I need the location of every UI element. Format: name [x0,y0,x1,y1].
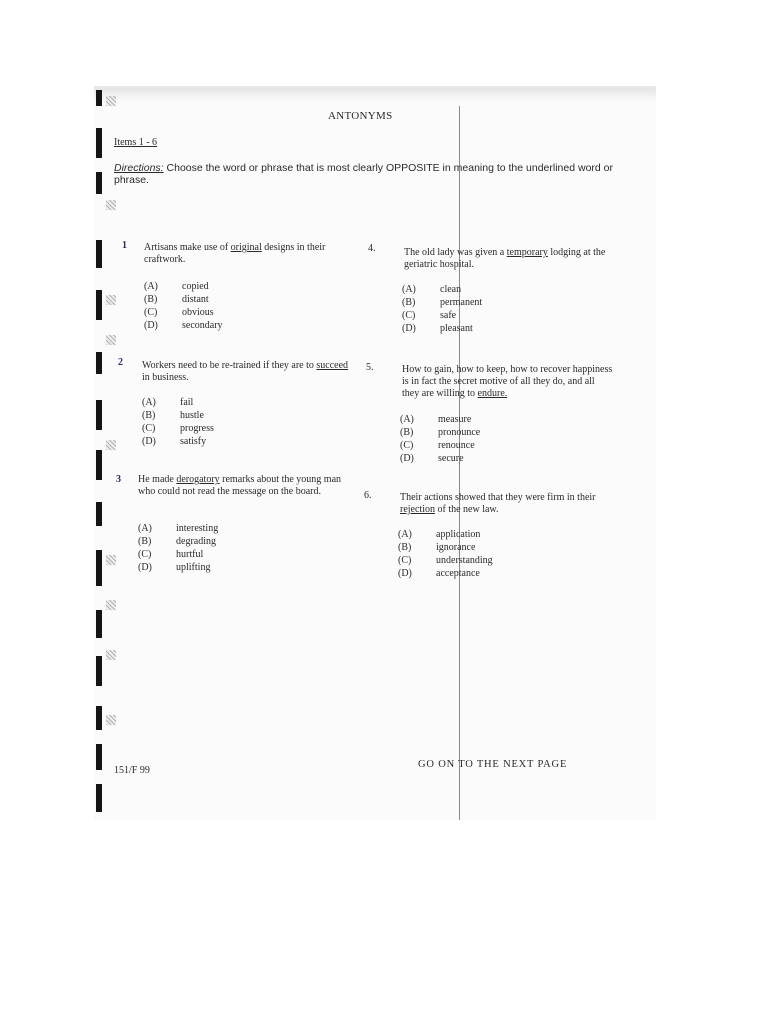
underlined-word: derogatory [176,474,220,485]
option-list [400,413,480,465]
option-d[interactable]: (D) secondary [144,320,223,331]
scanned-page [94,88,656,820]
question-stem: Artisans make use of original designs in their craftwork. [144,242,326,265]
option-b[interactable]: (B) permanent [402,297,483,308]
binding-mark [96,172,102,194]
directions [114,162,614,186]
option-c[interactable]: (C) progress [142,423,214,434]
option-d[interactable]: (D) pleasant [402,323,473,334]
option-list [398,528,493,580]
question-number: 1 [122,240,127,251]
question-number: 3 [116,474,121,485]
binding-hole [106,200,116,210]
question-number: 6. [364,490,372,501]
binding-hole [106,715,116,725]
option-list [402,283,482,335]
option-b[interactable]: (B) degrading [138,536,216,547]
next-page-note: GO ON TO THE NEXT PAGE [418,759,568,770]
binding-mark [96,550,102,586]
option-c[interactable]: (C) understanding [398,555,493,566]
directions-label: Directions: [114,162,164,174]
question-number: 4. [368,243,376,254]
page-title: ANTONYMS [328,110,393,122]
option-c[interactable]: (C) hurtful [138,549,204,560]
option-b[interactable]: (B) distant [144,294,209,305]
option-a[interactable]: (A) clean [402,284,462,295]
binding-mark [96,352,102,374]
binding-hole [106,295,116,305]
binding-hole [106,555,116,565]
option-list [144,280,223,332]
binding-mark [96,784,102,812]
binding-mark [96,90,102,106]
question-stem: Their actions showed that they were firm in their rejection of the new law. [400,492,596,515]
binding-hole [106,335,116,345]
form-code: 151/F 99 [114,765,150,776]
binding-mark [96,240,102,268]
option-d[interactable]: (D) uplifting [138,562,211,573]
option-c[interactable]: (C) obvious [144,307,214,318]
binding-mark [96,706,102,730]
option-list [142,396,214,448]
binding-hole [106,440,116,450]
underlined-word: rejection [400,504,435,515]
binding-mark [96,502,102,526]
option-c[interactable]: (C) renounce [400,440,475,451]
option-list [138,522,218,574]
question-stem: The old lady was given a temporary lodging at the geriatric hospital. [404,247,606,270]
option-a[interactable]: (A) measure [400,414,472,425]
spiral-binding-edge [94,90,124,820]
binding-hole [106,96,116,106]
binding-mark [96,400,102,430]
items-range-label: Items 1 - 6 [114,137,158,148]
option-a[interactable]: (A) interesting [138,523,219,534]
question-number: 2 [118,357,123,368]
option-b[interactable]: (B) pronounce [400,427,481,438]
underlined-word: temporary [506,247,548,258]
binding-hole [106,650,116,660]
binding-hole [106,600,116,610]
binding-mark [96,290,102,320]
question-stem: He made derogatory remarks about the young man who could not read the message on the board. [138,474,342,497]
directions-text: Choose the word or phrase that is most clearly OPPOSITE in meaning to the underlined word or phrase. [114,162,614,186]
option-c[interactable]: (C) safe [402,310,457,321]
option-a[interactable]: (A) application [398,529,481,540]
question-stem: How to gain, how to keep, how to recover happiness is in fact the secret motive of all they do, and all they are willing to endure. [402,364,613,399]
binding-mark [96,744,102,770]
option-b[interactable]: (B) ignorance [398,542,476,553]
underlined-word: original [230,242,262,253]
option-b[interactable]: (B) hustle [142,410,204,421]
binding-mark [96,450,102,480]
underlined-word: endure. [477,388,508,399]
option-a[interactable]: (A) copied [144,281,209,292]
underlined-word: succeed [316,360,349,371]
binding-mark [96,128,102,158]
scan-shadow [94,86,656,102]
option-d[interactable]: (D) acceptance [398,568,480,579]
option-a[interactable]: (A) fail [142,397,194,408]
binding-mark [96,656,102,686]
binding-mark [96,610,102,638]
question-number: 5. [366,362,374,373]
question-stem: Workers need to be re-trained if they are to succeed in business. [142,360,349,383]
option-d[interactable]: (D) secure [400,453,464,464]
option-d[interactable]: (D) satisfy [142,436,207,447]
